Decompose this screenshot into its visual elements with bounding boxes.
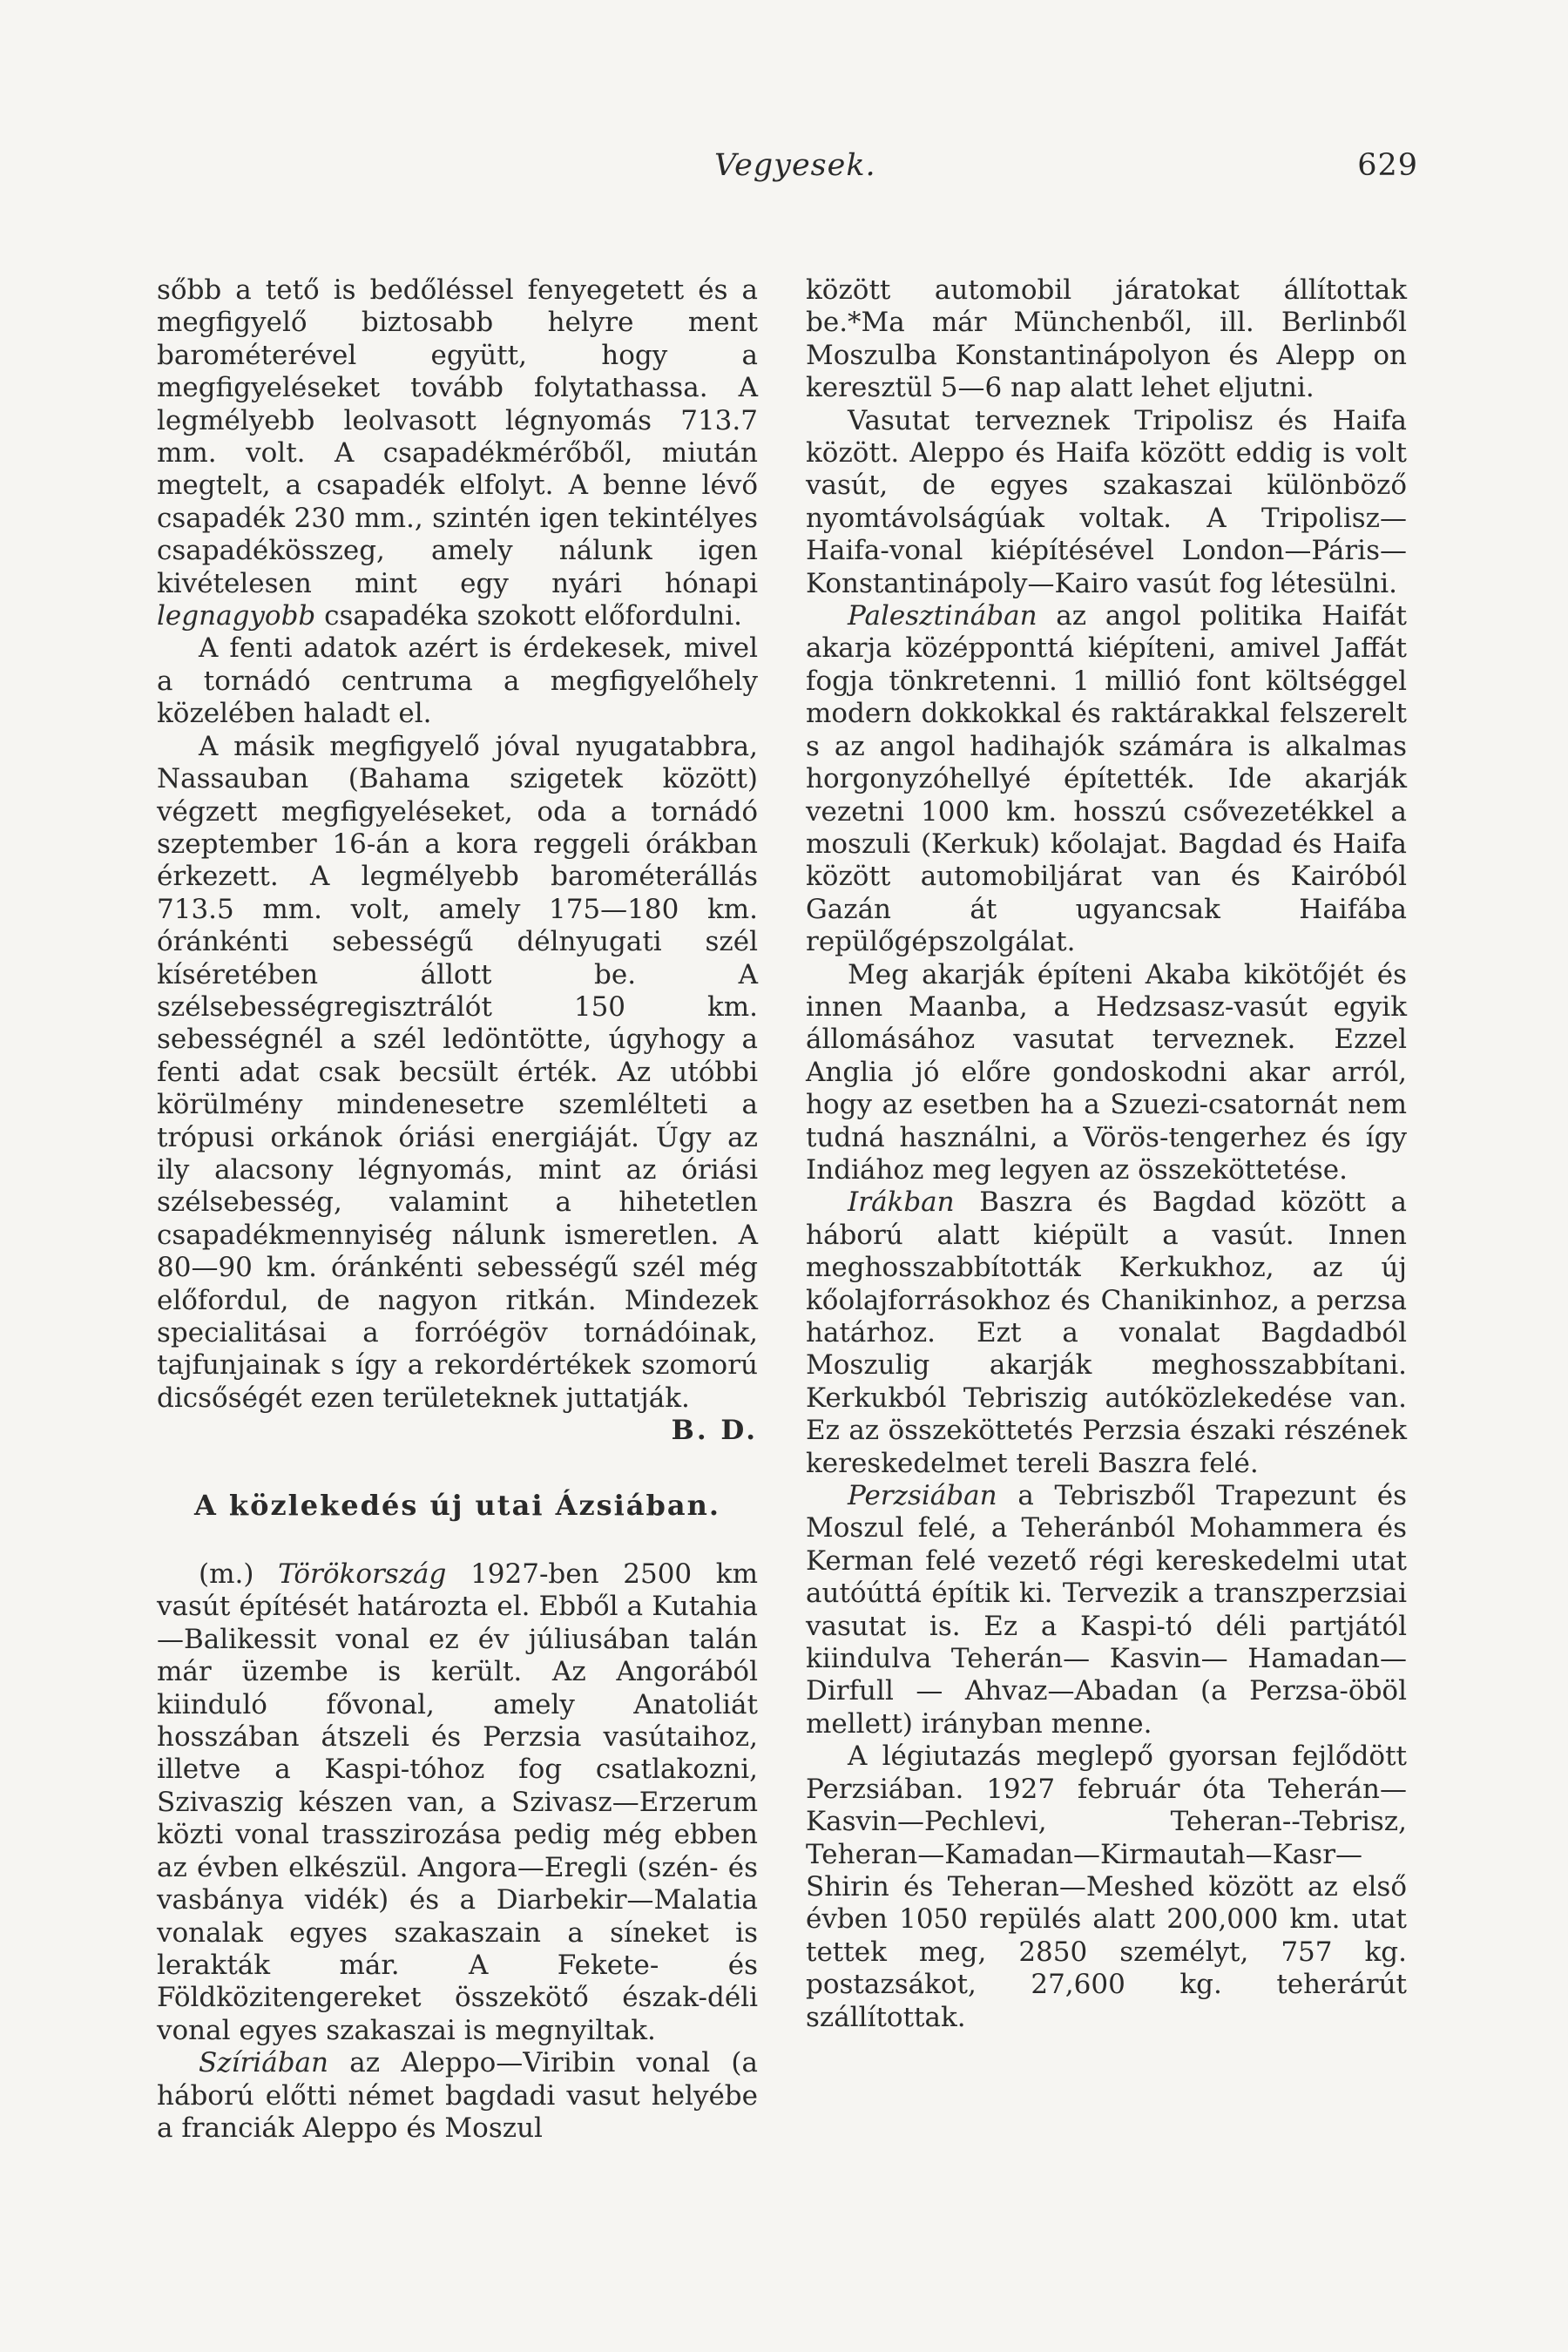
paragraph-text: az angol politika Haifát akarja középponttá kiépíteni, amivel Jaffát fogja tönkretenni. 1 millió font költséggel modern dokkokkal és raktárakkal felszerelt s az angol hadihajók számára is alkalmas horgonyzóhellyé építették. Ide akarják vezetni 1000 km. hosszú csővezetékkel a moszuli (Kerkuk) kőolajat. Bagdad és Haifa között automobiljárat van és Kairóból Gazán át ugyancsak Haifába repülőgépszolgálat.	[806, 600, 1407, 958]
page-header	[0, 148, 1568, 192]
left-column	[157, 274, 758, 2145]
paragraph	[157, 274, 758, 632]
emphasis-text: Törökország	[278, 1558, 447, 1591]
paragraph: A légiutazás meglepő gyorsan fejlődött Perzsiában. 1927 február óta Teherán—Kasvin—Pechlevi, Teheran--Tebrisz, Teheran—Kamadan—Kirmautah—Kasr—Shirin és Teheran—Meshed között az első évben 1050 repülés alatt 200,000 km. utat tettek meg, 2850 személyt, 757 kg. postazsákot, 27,600 kg. teherárút szállítottak.	[806, 1740, 1407, 2033]
paragraph-text: sőbb a tető is bedőléssel fenyegetett és a megfigyelő biztosabb helyre ment barométerével együtt, hogy a megfigyeléseket tovább folytathassa. A legmélyebb leolvasott légnyomás 713.7 mm. volt. A csapadékmérőből, miután megtelt, a csapadék elfolyt. A benne lévő csapadék 230 mm., szintén igen tekintélyes csapadékösszeg, amely nálunk igen kivételesen mint egy nyári hónapi	[157, 274, 758, 599]
author-signature: B. D.	[671, 1415, 758, 1447]
page-number: 629	[1357, 148, 1418, 183]
paragraph: Meg akarják építeni Akaba kikötőjét és innen Maanba, a Hedzsasz-vasút egyik állomásához vasutat terveznek. Ezzel Anglia jó előre gondoskodni akar arról, hogy az esetben ha a Szuezi-csatornát nem tudná használni, a Vörös-tengerhez és így Indiához meg legyen az összeköttetése.	[806, 958, 1407, 1186]
emphasis-text: Irákban	[848, 1186, 955, 1219]
emphasis-text: Perzsiában	[848, 1480, 997, 1512]
emphasis-text: legnagyobb	[157, 600, 316, 632]
emphasis-text: Palesztinában	[848, 600, 1037, 632]
paragraph-text: csapadéka szokott előfordulni.	[324, 600, 742, 632]
right-column	[806, 274, 1407, 2034]
paragraph-text: Baszra és Bagdad között a háború alatt kiépült a vasút. Innen meghosszabbították Kerkukhoz, az új kőolajforrásokhoz és Chanikinhoz, a perzsa határhoz. Ezt a vonalat Bagdadból Moszulig akarják meghosszabbítani. Kerkukból Tebriszig autóközlekedése van. Ez az összeköttetés Perzsia északi részének kereskedelmet tereli Baszra felé.	[806, 1186, 1407, 1479]
author-mark: (m.)	[199, 1558, 254, 1591]
emphasis-text: Szíriában	[199, 2047, 328, 2079]
paragraph: között automobil járatokat állítottak be.*Ma már Münchenből, ill. Berlinből Moszulba Konstantinápolyon és Alepp on keresztül 5—6 nap alatt lehet eljutni.	[806, 274, 1407, 404]
running-title: Vegyesek.	[714, 148, 876, 183]
paragraph: A fenti adatok azért is érdekesek, mivel a tornádó centruma a megfigyelőhely közelében haladt el.	[157, 632, 758, 730]
paragraph-text: az Aleppo—Viribin vonal (a háború előtti német bagdadi vasut helyébe a franciák Aleppo és Moszul	[157, 2047, 758, 2144]
paragraph	[157, 1558, 758, 2047]
paragraph	[157, 2047, 758, 2145]
paragraph: Vasutat terveznek Tripolisz és Haifa között. Aleppo és Haifa között eddig is volt vasút, de egyes szakaszai különböző nyomtávolságúak voltak. A Tripolisz—Haifa-vonal kiépítésével London—Páris—Konstantinápoly—Kairo vasút fog létesülni.	[806, 404, 1407, 599]
paragraph-text: A másik megfigyelő jóval nyugatabbra, Nassauban (Bahama szigetek között) végzett megfigyeléseket, oda a tornádó szeptember 16-án a kora reggeli órákban érkezett. A legmélyebb barométerállás 713.5 mm. volt, amely 175—180 km. óránkénti sebességű délnyugati szél kíséretében állott be. A szélsebességregisztrálót 150 km. sebességnél a szél ledöntötte, úgyhogy a fenti adat csak becsült érték. Az utóbbi körülmény mindenesetre szemlélteti a trópusi orkánok óriási energiáját. Úgy az ily alacsony légnyomás, mint az óriási szélsebesség, valamint a hihetetlen csapadékmennyiség nálunk ismeretlen. A 80—90 km. óránkénti sebességű szél még előfordul, de nagyon ritkán. Mindezek specialitásai a forróégöv tornádóinak, tajfunjainak s így a rekordértékek szomorú dicsőségét ezen területeknek juttatják.	[157, 730, 758, 1414]
paragraph	[806, 1480, 1407, 1740]
paragraph	[806, 600, 1407, 958]
paragraph-text: 1927-ben 2500 km vasút építését határozta el. Ebből a Kutahia—Balikessit vonal ez év júliusában talán már üzembe is került. Az Angorából kiinduló fővonal, amely Anatoliát hosszában átszeli és Perzsia vasútaihoz, illetve a Kaspi-tóhoz fog csatlakozni, Szivaszig készen van, a Szivasz—Erzerum közti vonal trasszirozása pedig még ebben az évben elkészül. Angora—Eregli (szén- és vasbánya vidék) és a Diarbekir—Malatia vonalak egyes szakaszain a síneket is lerakták már. A Fekete- és Földközitengereket összekötő észak-déli vonal egyes szakaszai is megnyiltak.	[157, 1558, 758, 2046]
paragraph-text: a Tebriszből Trapezunt és Moszul felé, a Teheránból Mohammera és Kerman felé vezető régi kereskedelmi utat autóúttá építik ki. Tervezik a transzperzsiai vasutat is. Ez a Kaspi-tó déli partjától kiindulva Teherán— Kasvin— Hamadan— Dirfull — Ahvaz—Abadan (a Perzsa-öböl mellett) irányban menne.	[806, 1480, 1408, 1740]
paragraph	[806, 1186, 1407, 1480]
paragraph	[157, 730, 758, 1447]
article-title: A közlekedés új utai Ázsiában.	[193, 1488, 721, 1522]
